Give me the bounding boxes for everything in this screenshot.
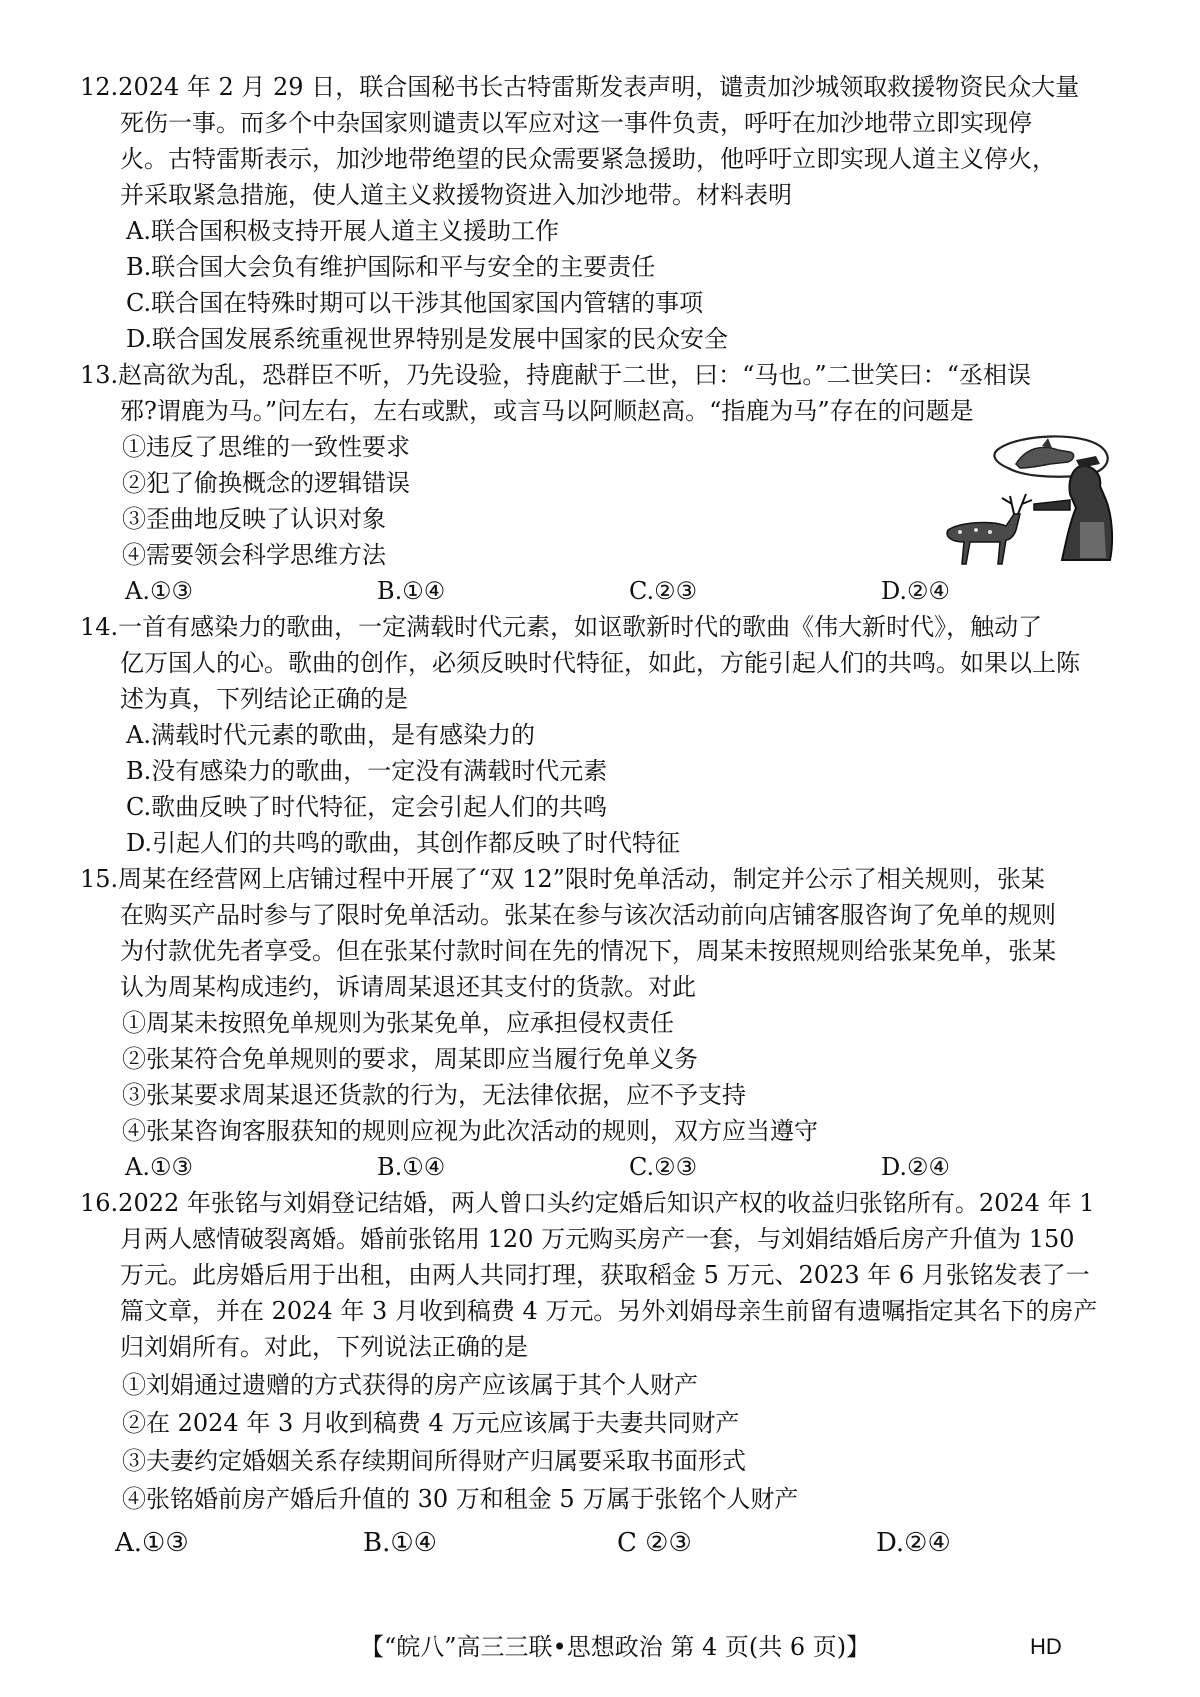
- question-12-line-1: 12.2024 年 2 月 29 日，联合国秘书长古特雷斯发表声明，谴责加沙城领取救援物资民众大量: [80, 73, 1080, 101]
- question-13-option-c: C.②③: [629, 577, 698, 605]
- question-14-line-2: 亿万国人的心。歌曲的创作，必须反映时代特征，如此，方能引起人们的共鸣。如果以上陈: [120, 649, 1080, 677]
- question-14-choice-d: D.引起人们的共鸣的歌曲，其创作都反映了时代特征: [126, 829, 681, 857]
- question-12-choice-c: C.联合国在特殊时期可以干涉其他国家国内管辖的事项: [126, 289, 704, 317]
- question-12-choice-b: B.联合国大会负有维护国际和平与安全的主要责任: [126, 253, 656, 281]
- question-15-line-4: 认为周某构成违约，诉请周某退还其支付的货款。对此: [120, 973, 696, 1001]
- question-16-line-3: 万元。此房婚后用于出租，由两人共同打理，获取稻金 5 万元、2023 年 6 月张铭发表了一: [120, 1261, 1090, 1289]
- question-15-item-3: ③张某要求周某退还货款的行为，无法律依据，应不予支持: [122, 1081, 746, 1109]
- question-15-line-3: 为付款优先者享受。但在张某付款时间在先的情况下，周某未按照规则给张某免单，张某: [120, 937, 1056, 965]
- question-14-line-3: 述为真，下列结论正确的是: [120, 685, 408, 713]
- question-15-option-d: D.②④: [881, 1153, 951, 1181]
- question-15-option-c: C.②③: [629, 1153, 698, 1181]
- question-15-item-1: ①周某未按照免单规则为张某免单，应承担侵权责任: [122, 1009, 674, 1037]
- question-14-choice-b: B.没有感染力的歌曲，一定没有满载时代元素: [126, 757, 608, 785]
- question-16-line-5: 归刘娟所有。对此，下列说法正确的是: [120, 1333, 528, 1361]
- question-13-options: [0, 576, 1200, 606]
- question-16-item-4: ④张铭婚前房产婚后升值的 30 万和租金 5 万属于张铭个人财产: [122, 1485, 799, 1513]
- question-13-item-3: ③歪曲地反映了认识对象: [122, 505, 386, 533]
- question-16-option-a: A.①③: [115, 1528, 189, 1558]
- question-12-line-2: 死伤一事。而多个中杂国家则谴责以军应对这一事件负责，呼吁在加沙地带立即实现停: [120, 109, 1032, 137]
- deer-horse-illustration: [930, 430, 1125, 570]
- question-12-choice-d: D.联合国发展系统重视世界特别是发展中国家的民众安全: [126, 325, 729, 353]
- question-14-line-1: 14.一首有感染力的歌曲，一定满载时代元素，如讴歌新时代的歌曲《伟大新时代》，触动了: [80, 613, 1043, 641]
- question-16-item-1: ①刘娟通过遗赠的方式获得的房产应该属于其个人财产: [122, 1371, 698, 1399]
- question-13-line-1: 13.赵高欲为乱，恐群臣不听，乃先设验，持鹿献于二世，曰：“马也。”二世笑曰：“丞相误: [80, 361, 1031, 389]
- question-15-option-b: B.①④: [377, 1153, 446, 1181]
- question-16-line-4: 篇文章，并在 2024 年 3 月收到稿费 4 万元。另外刘娟母亲生前留有遗嘱指定其名下的房产: [120, 1297, 1098, 1325]
- question-14-choice-c: C.歌曲反映了时代特征，定会引起人们的共鸣: [126, 793, 608, 821]
- question-13-line-2: 邪?谓鹿为马。”问左右，左右或默，或言马以阿顺赵高。“指鹿为马”存在的问题是: [120, 397, 974, 425]
- question-16-item-2: ②在 2024 年 3 月收到稿费 4 万元应该属于夫妻共同财产: [122, 1409, 740, 1437]
- question-15-item-4: ④张某咨询客服获知的规则应视为此次活动的规则，双方应当遵守: [122, 1117, 818, 1145]
- question-12-line-4: 并采取紧急措施，使人道主义救援物资进入加沙地带。材料表明: [120, 181, 792, 209]
- question-16-options: [0, 1528, 1200, 1560]
- question-16-line-2: 月两人感情破裂离婚。婚前张铭用 120 万元购买房产一套，与刘娟结婚后房产升值为 150: [120, 1225, 1075, 1253]
- question-14-choice-a: A.满载时代元素的歌曲，是有感染力的: [126, 721, 535, 749]
- question-15-line-1: 15.周某在经营网上店铺过程中开展了“双 12”限时免单活动，制定并公示了相关规则，张某: [80, 865, 1045, 893]
- question-15-item-2: ②张某符合免单规则的要求，周某即应当履行免单义务: [122, 1045, 698, 1073]
- question-12-line-3: 火。古特雷斯表示，加沙地带绝望的民众需要紧急援助，他呼吁立即实现人道主义停火，: [120, 145, 1056, 173]
- question-16-line-1: 16.2022 年张铭与刘娟登记结婚，两人曾口头约定婚后知识产权的收益归张铭所有。2024 年 1: [80, 1189, 1095, 1217]
- page-footer: 【“皖八”高三三联•思想政治 第 4 页(共 6 页)】: [360, 1633, 871, 1661]
- question-16-option-b: B.①④: [363, 1528, 437, 1558]
- question-13-item-4: ④需要领会科学思维方法: [122, 541, 386, 569]
- question-15-options: [0, 1152, 1200, 1182]
- footer-code: HD: [1030, 1634, 1062, 1659]
- question-13-item-1: ①违反了思维的一致性要求: [122, 433, 410, 461]
- question-13-option-d: D.②④: [881, 577, 951, 605]
- question-13-item-2: ②犯了偷换概念的逻辑错误: [122, 469, 410, 497]
- question-13-option-a: A.①③: [125, 577, 193, 605]
- question-16-option-d: D.②④: [876, 1528, 951, 1558]
- question-16-option-c: C ②③: [617, 1528, 692, 1558]
- question-16-item-3: ③夫妻约定婚姻关系存续期间所得财产归属要采取书面形式: [122, 1447, 746, 1475]
- question-15-option-a: A.①③: [125, 1153, 193, 1181]
- question-13-option-b: B.①④: [377, 577, 446, 605]
- question-15-line-2: 在购买产品时参与了限时免单活动。张某在参与该次活动前向店铺客服咨询了免单的规则: [120, 901, 1056, 929]
- question-12-choice-a: A.联合国积极支持开展人道主义援助工作: [126, 217, 559, 245]
